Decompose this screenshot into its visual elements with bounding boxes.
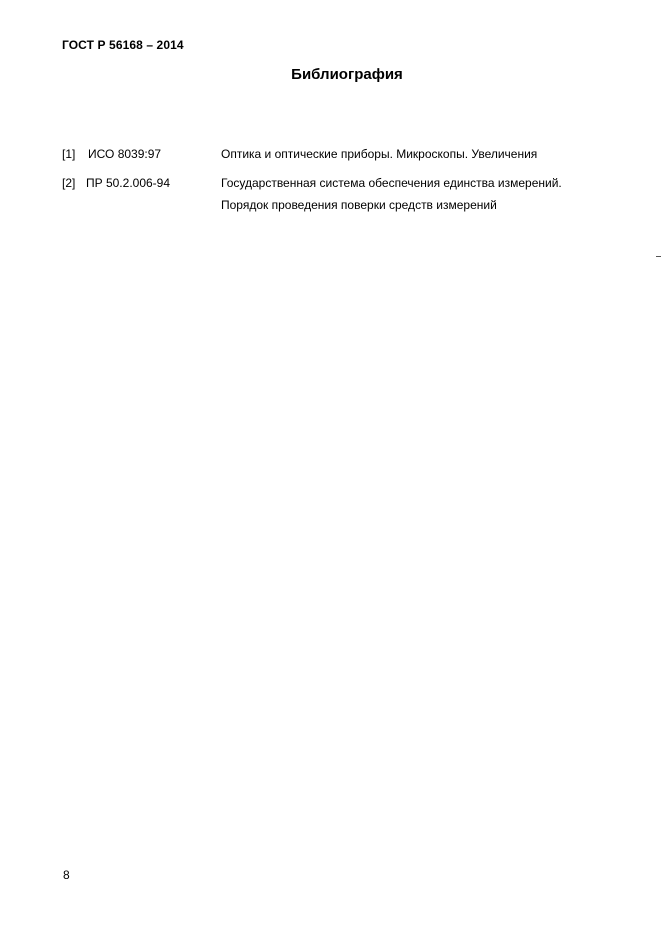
document-code-header: ГОСТ Р 56168 – 2014 [62, 38, 184, 52]
bibliography-item-code: ИСО 8039:97 [88, 147, 162, 161]
bibliography-item-number: [1] [62, 147, 76, 161]
bibliography-item-title-line: Государственная система обеспечения единства измерений. [221, 176, 562, 190]
page-number: 8 [63, 868, 70, 882]
bibliography-list [62, 143, 642, 223]
bibliography-item-number: [2] [62, 176, 76, 190]
bibliography-item-code: ПР 50.2.006-94 [86, 176, 171, 190]
bibliography-item-title-line: Порядок проведения поверки средств измерений [221, 198, 497, 212]
edge-mark [656, 256, 661, 257]
page-title: Библиография [291, 66, 403, 83]
bibliography-item-title [221, 143, 642, 165]
bibliography-item-title-line: Оптика и оптические приборы. Микроскопы. Увеличения [221, 147, 538, 161]
bibliography-item [62, 172, 642, 216]
bibliography-item-title [221, 172, 642, 216]
bibliography-item [62, 143, 642, 165]
